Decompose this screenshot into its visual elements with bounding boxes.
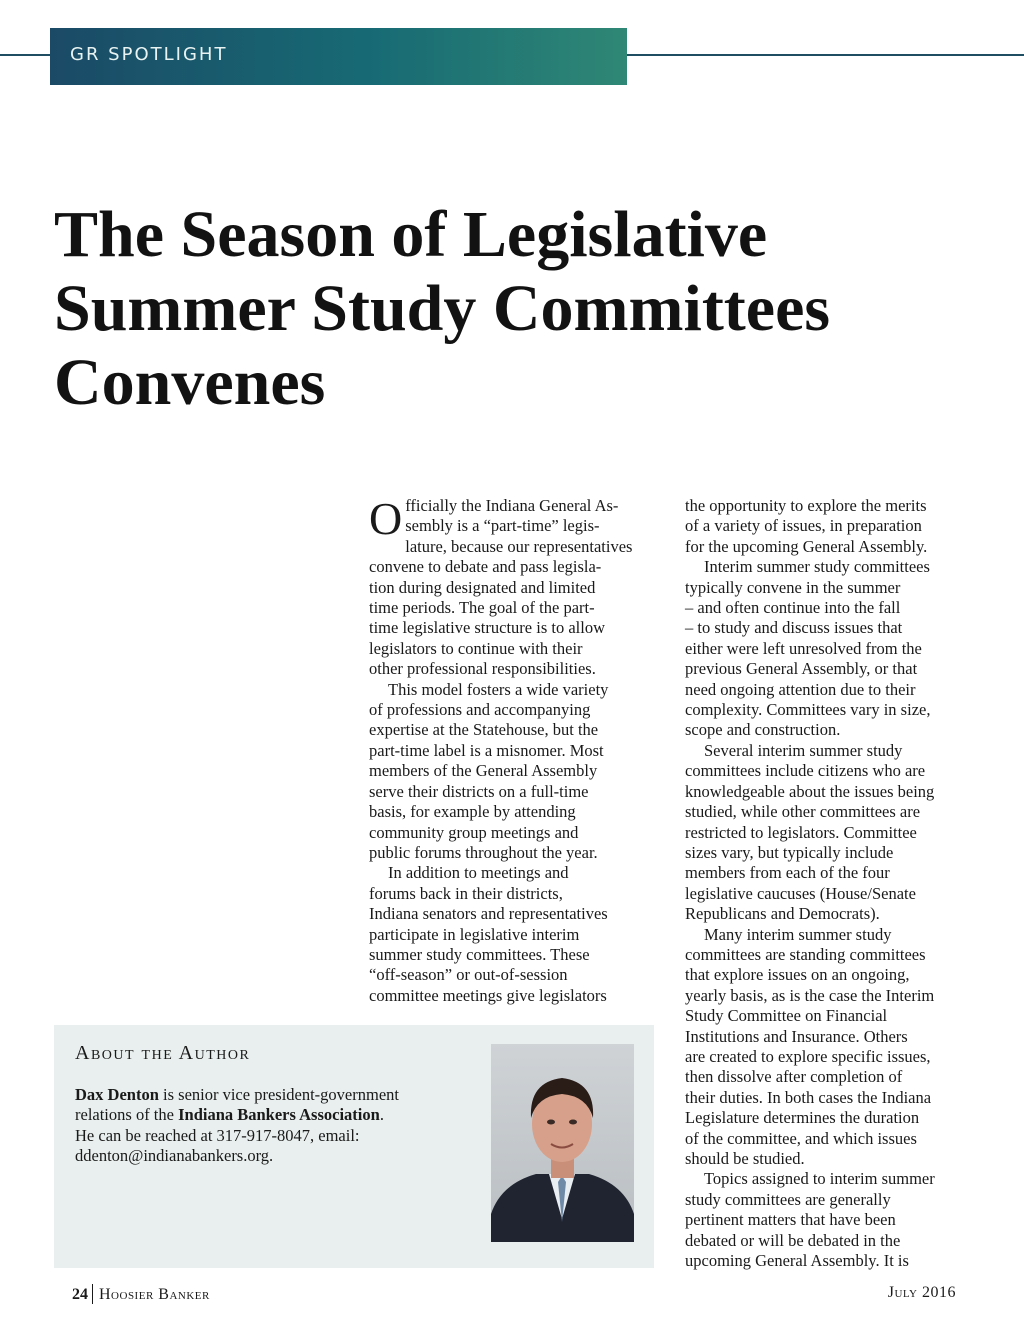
- body-text-line: Many interim summer study: [704, 924, 892, 944]
- body-text-line: tion during designated and limited: [369, 577, 596, 597]
- body-text-line: sembly is a “part-time” legis-: [405, 516, 600, 536]
- body-text-line: convene to debate and pass legisla-: [369, 557, 602, 577]
- body-text-line: expertise at the Statehouse, but the: [369, 720, 599, 740]
- body-text-line: legislative caucuses (House/Senate: [685, 883, 916, 903]
- body-text-line: committee meetings give legislators: [369, 985, 607, 1005]
- body-column-2: [685, 496, 985, 1271]
- body-text-line: sizes vary, but typically include: [685, 842, 894, 862]
- body-text-line: restricted to legislators. Committee: [685, 822, 917, 842]
- author-bio-text: .: [379, 1105, 384, 1125]
- body-text-line: yearly basis, as is the case the Interim: [685, 985, 935, 1005]
- body-text-line: Institutions and Insurance. Others: [685, 1026, 908, 1046]
- body-text-line: for the upcoming General Assembly.: [685, 536, 928, 556]
- page-footer: [72, 1284, 210, 1304]
- author-bio-text: relations of the: [75, 1105, 179, 1125]
- body-text-line: time periods. The goal of the part-: [369, 598, 595, 618]
- body-text-line: – and often continue into the fall: [685, 598, 901, 618]
- body-text-line: public forums throughout the year.: [369, 842, 598, 862]
- title-line: The Season of Legislative: [54, 198, 768, 271]
- author-name: Dax Denton: [75, 1085, 159, 1104]
- section-label: GR SPOTLIGHT: [70, 44, 228, 65]
- body-text-line: either were left unresolved from the: [685, 638, 922, 658]
- body-text-line: pertinent matters that have been: [685, 1210, 896, 1230]
- body-text-line: their duties. In both cases the Indiana: [685, 1087, 932, 1107]
- body-text-line: need ongoing attention due to their: [685, 679, 916, 699]
- title-line: Summer Study Committees: [54, 272, 831, 345]
- body-text-line: legislators to continue with their: [369, 638, 583, 658]
- body-text-line: basis, for example by attending: [369, 802, 576, 822]
- body-text-line: of the committee, and which issues: [685, 1128, 917, 1148]
- body-text-line: complexity. Committees vary in size,: [685, 700, 931, 720]
- body-text-line: committees include citizens who are: [685, 761, 926, 781]
- body-text-line: committees are standing committees: [685, 944, 926, 964]
- body-text-line: lature, because our representatives: [405, 536, 633, 556]
- article-title: [54, 198, 954, 420]
- drop-cap: O: [369, 493, 403, 544]
- body-text-line: part-time label is a misnomer. Most: [369, 740, 604, 760]
- body-text-line: should be studied.: [685, 1149, 805, 1168]
- body-text-line: the opportunity to explore the merits: [685, 496, 927, 515]
- body-text-line: scope and construction.: [685, 720, 841, 740]
- body-text-line: are created to explore specific issues,: [685, 1046, 931, 1066]
- body-text-line: of a variety of issues, in preparation: [685, 516, 922, 536]
- header-rule-left: [0, 54, 52, 56]
- body-text-line: that explore issues on an ongoing,: [685, 965, 910, 985]
- body-text-line: Interim summer study committees: [704, 557, 930, 577]
- page-number: 24: [72, 1286, 88, 1303]
- section-banner: [50, 28, 627, 85]
- author-bio-text: is senior vice president-government: [158, 1085, 399, 1104]
- body-text-line: debated or will be debated in the: [685, 1230, 901, 1250]
- body-text-line: Study Committee on Financial: [685, 1006, 888, 1026]
- author-photo: [491, 1044, 634, 1242]
- about-the-author-box: [54, 1025, 654, 1268]
- body-text-line: of professions and accompanying: [369, 700, 591, 720]
- title-line: Convenes: [54, 346, 326, 419]
- body-column-1: [369, 493, 661, 1006]
- author-contact: He can be reached at 317-917-8047, email:: [75, 1125, 360, 1145]
- author-email: ddenton@indianabankers.org.: [75, 1146, 274, 1166]
- body-text-line: participate in legislative interim: [369, 924, 580, 944]
- author-box-heading: About the Author: [75, 1042, 251, 1064]
- body-text-line: community group meetings and: [369, 822, 579, 842]
- body-text-line: “off-season” or out-of-session: [369, 965, 568, 985]
- body-text-line: forums back in their districts,: [369, 883, 563, 903]
- body-text-line: then dissolve after completion of: [685, 1067, 903, 1087]
- body-text-line: members of the General Assembly: [369, 761, 598, 781]
- body-text-line: upcoming General Assembly. It is: [685, 1251, 909, 1271]
- body-text-line: knowledgeable about the issues being: [685, 781, 935, 801]
- body-text-line: typically convene in the summer: [685, 577, 901, 597]
- body-text-line: In addition to meetings and: [388, 863, 569, 883]
- footer-divider: [92, 1284, 93, 1304]
- issue-date: July 2016: [887, 1284, 956, 1301]
- body-text-line: studied, while other committees are: [685, 802, 921, 822]
- body-text-line: time legislative structure is to allow: [369, 618, 605, 638]
- body-text-line: serve their districts on a full-time: [369, 781, 589, 801]
- body-text-line: other professional responsibilities.: [369, 659, 596, 679]
- body-text-line: Republicans and Democrats).: [685, 904, 880, 924]
- body-text-line: Indiana senators and representatives: [369, 904, 608, 924]
- header-rule-right: [627, 54, 1024, 56]
- body-text-line: fficially the Indiana General As-: [405, 496, 619, 515]
- author-bio: [75, 1085, 465, 1167]
- author-organization: Indiana Bankers Association: [178, 1105, 380, 1125]
- author-portrait-image: [491, 1044, 634, 1242]
- body-text-line: summer study committees. These: [369, 944, 590, 964]
- body-text-line: This model fosters a wide variety: [388, 679, 609, 699]
- publication-name: Hoosier Banker: [99, 1286, 210, 1303]
- body-text-line: – to study and discuss issues that: [685, 618, 903, 638]
- body-text-line: Topics assigned to interim summer: [704, 1169, 935, 1189]
- body-text-line: Several interim summer study: [704, 740, 903, 760]
- body-text-line: Legislature determines the duration: [685, 1108, 920, 1128]
- body-text-line: study committees are generally: [685, 1189, 891, 1209]
- body-text-line: members from each of the four: [685, 863, 890, 883]
- body-text-line: previous General Assembly, or that: [685, 659, 918, 679]
